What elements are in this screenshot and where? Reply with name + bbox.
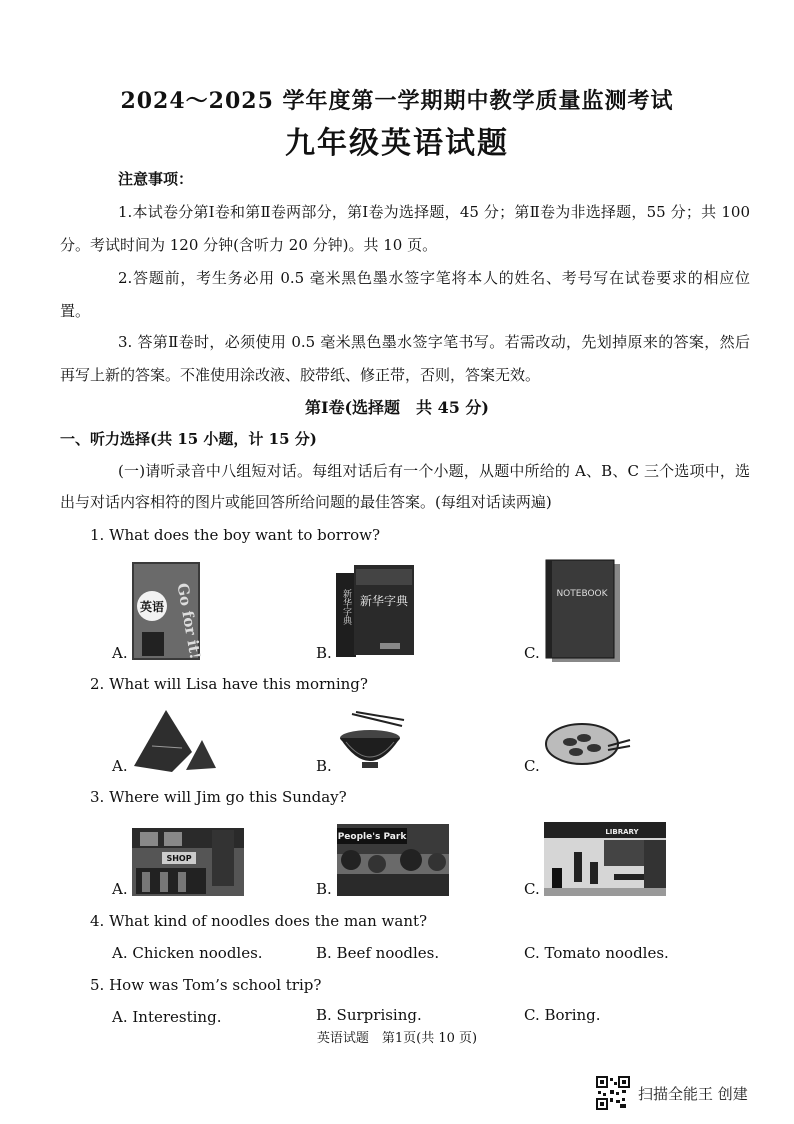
dictionary-title: 新华字典 bbox=[359, 594, 409, 608]
page-footer: 英语试题 第1页(共 10 页) bbox=[316, 1031, 478, 1046]
park-image bbox=[337, 824, 449, 896]
question-4-option-b: B. Beef noodles. bbox=[316, 944, 440, 962]
english-textbook-image bbox=[132, 562, 205, 661]
shop-sign: SHOP bbox=[166, 854, 192, 863]
question-5-stem: 5. How was Tom’s school trip? bbox=[90, 976, 322, 994]
library-image bbox=[544, 822, 666, 896]
question-1-option-c-label: C. bbox=[524, 644, 540, 662]
question-3-option-b-label: B. bbox=[316, 880, 332, 898]
notice-item-1: 1.本试卷分第Ⅰ卷和第Ⅱ卷两部分，第Ⅰ卷为选择题，45 分；第Ⅱ卷为非选择题，55 分；共 100 分。考试时间为 120 分钟(含听力 20 分钟)。共 10 页。 bbox=[60, 203, 750, 254]
dictionary-image bbox=[336, 565, 416, 660]
section-title: 第Ⅰ卷(选择题 共 45 分) bbox=[304, 398, 490, 417]
exam-title-line1: 2024～2025 学年度第一学期期中教学质量监测考试 bbox=[120, 88, 674, 114]
listening-instruction: (一)请听录音中八组短对话。每组对话后有一个小题，从题中所给的 A、B、C 三个选项中，选出与对话内容相符的图片或能回答所给问题的最佳答案。(每组对话读两遍) bbox=[60, 462, 750, 511]
question-3-option-a-label: A. bbox=[112, 880, 128, 898]
question-2-stem: 2. What will Lisa have this morning? bbox=[90, 675, 368, 693]
question-1-stem: 1. What does the boy want to borrow? bbox=[90, 526, 381, 544]
library-sign: LIBRARY bbox=[605, 828, 639, 836]
notebook-title: NOTEBOOK bbox=[556, 589, 608, 599]
park-sign: People's Park bbox=[337, 832, 407, 842]
scanner-watermark bbox=[596, 1076, 748, 1110]
question-5-option-c: C. Boring. bbox=[524, 1006, 601, 1024]
question-1-option-a-label: A. bbox=[112, 644, 128, 662]
notice-title: 注意事项： bbox=[118, 170, 194, 188]
watermark-text: 扫描全能王 创建 bbox=[638, 1084, 748, 1103]
question-5-option-a: A. Interesting. bbox=[112, 1008, 222, 1026]
question-2-option-b-label: B. bbox=[316, 757, 332, 775]
notice-item-3: 3. 答第Ⅱ卷时，必须使用 0.5 毫米黑色墨水签字笔书写。若需改动，先划掉原来的答案，然后再写上新的答案。不准使用涂改液、胶带纸、修正带，否则，答案无效。 bbox=[60, 333, 750, 384]
exam-title-subject: 九年级英语试题 bbox=[285, 126, 509, 161]
dumplings-image bbox=[544, 716, 632, 768]
textbook-label: 英语 bbox=[139, 600, 165, 614]
question-4-option-c: C. Tomato noodles. bbox=[524, 944, 669, 962]
question-4-option-a: A. Chicken noodles. bbox=[112, 944, 263, 962]
question-3-stem: 3. Where will Jim go this Sunday? bbox=[90, 788, 347, 806]
dictionary-spine-title: 新华字典 bbox=[341, 589, 351, 625]
question-5-option-b: B. Surprising. bbox=[316, 1006, 422, 1024]
qr-code-icon bbox=[596, 1076, 630, 1110]
zongzi-image bbox=[132, 706, 218, 774]
textbook-title: Go for it! bbox=[173, 581, 205, 661]
notice-item-2: 2.答题前，考生务必用 0.5 毫米黑色墨水签字笔将本人的姓名、考号写在试卷要求的相应位置。 bbox=[60, 269, 750, 320]
part-title: 一、听力选择(共 15 小题，计 15 分) bbox=[60, 430, 317, 448]
question-4-stem: 4. What kind of noodles does the man want? bbox=[90, 912, 428, 930]
question-1-option-b-label: B. bbox=[316, 644, 332, 662]
noodle-bowl-image bbox=[338, 712, 406, 772]
question-2-option-c-label: C. bbox=[524, 757, 540, 775]
notebook-image bbox=[546, 560, 624, 664]
question-3-option-c-label: C. bbox=[524, 880, 540, 898]
shop-image bbox=[132, 828, 244, 896]
question-2-option-a-label: A. bbox=[112, 757, 128, 775]
